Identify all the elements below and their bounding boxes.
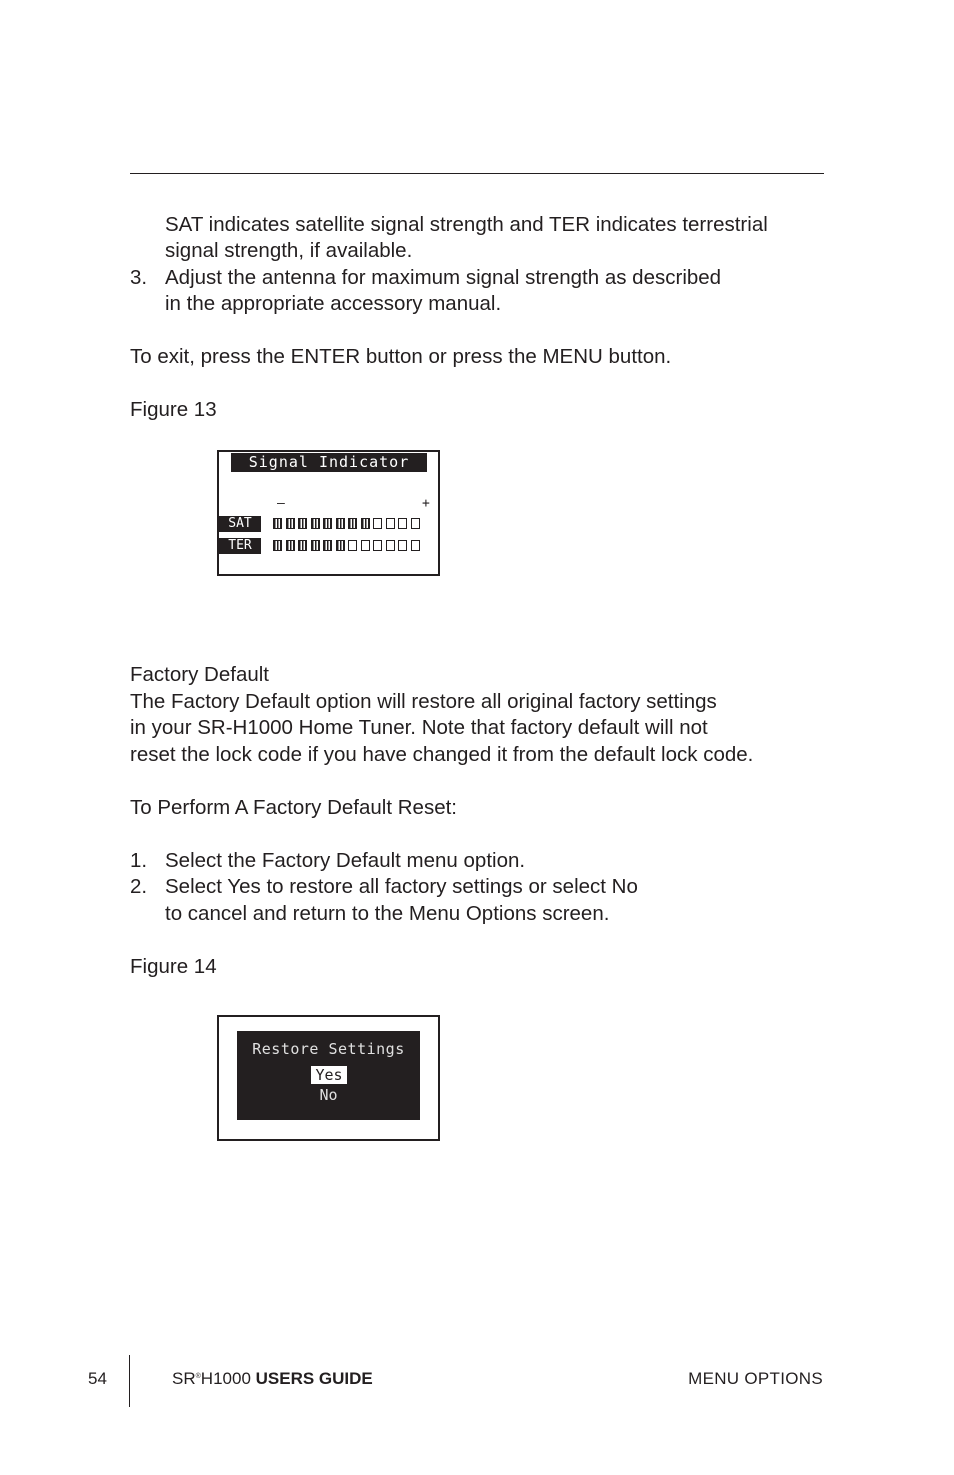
plus-icon: +	[422, 496, 430, 511]
sat-row	[219, 515, 420, 532]
step-2-number: 2.	[130, 875, 148, 898]
signal-bar-segment	[348, 540, 357, 551]
restore-settings-panel	[237, 1031, 420, 1120]
factory-default-body-2: in your SR-H1000 Home Tuner. Note that factory default will not	[130, 716, 708, 739]
product-model: H1000	[200, 1369, 251, 1388]
signal-bar-segment	[361, 518, 370, 529]
factory-default-body-3: reset the lock code if you have changed it from the default lock code.	[130, 743, 754, 766]
step-3-number: 3.	[130, 266, 148, 289]
exit-text: To exit, press the ENTER button or press the MENU button.	[130, 345, 672, 368]
signal-bar-segment	[336, 540, 345, 551]
sat-label: SAT	[219, 516, 261, 532]
signal-bar-segment	[298, 518, 307, 529]
figure-13-caption: Figure 13	[130, 398, 217, 421]
signal-bar-segment	[273, 518, 282, 529]
signal-indicator-title: Signal Indicator	[231, 453, 427, 472]
signal-bar-segment	[398, 540, 407, 551]
ter-signal-bars	[273, 540, 420, 551]
signal-bar-segment	[386, 540, 395, 551]
sat-signal-bars	[273, 518, 420, 529]
signal-bar-segment	[398, 518, 407, 529]
signal-bar-segment	[411, 540, 420, 551]
product-prefix: SR	[172, 1369, 196, 1388]
signal-bar-segment	[311, 518, 320, 529]
minus-icon: —	[277, 496, 285, 511]
step-3-line-1: Adjust the antenna for maximum signal strength as described	[165, 266, 722, 289]
restore-settings-title: Restore Settings	[252, 1040, 405, 1058]
signal-bar-segment	[361, 540, 370, 551]
perform-reset-heading: To Perform A Factory Default Reset:	[130, 796, 457, 819]
page-number: 54	[88, 1369, 107, 1388]
ter-label: TER	[219, 538, 261, 554]
signal-bar-segment	[411, 518, 420, 529]
step-2-line-1: Select Yes to restore all factory settings or select No	[165, 875, 638, 898]
factory-default-body-1: The Factory Default option will restore all original factory settings	[130, 690, 717, 713]
signal-bar-segment	[273, 540, 282, 551]
ter-row	[219, 537, 420, 554]
factory-default-heading: Factory Default	[130, 663, 269, 686]
step-1-number: 1.	[130, 849, 148, 872]
signal-bar-segment	[286, 540, 295, 551]
signal-bar-segment	[373, 518, 382, 529]
step-1-line-1: Select the Factory Default menu option.	[165, 849, 526, 872]
restore-settings-screen	[217, 1015, 440, 1141]
step-2-line-2: to cancel and return to the Menu Options screen.	[165, 902, 610, 925]
signal-bar-segment	[323, 540, 332, 551]
intro-line-1: SAT indicates satellite signal strength and TER indicates terrestrial	[165, 213, 768, 236]
guide-label: USERS GUIDE	[255, 1369, 373, 1388]
signal-bar-segment	[373, 540, 382, 551]
footer-guide-title	[172, 1369, 373, 1389]
signal-bar-segment	[348, 518, 357, 529]
signal-bar-segment	[323, 518, 332, 529]
intro-line-2: signal strength, if available.	[165, 239, 413, 262]
step-3-line-2: in the appropriate accessory manual.	[165, 292, 502, 315]
signal-bar-segment	[311, 540, 320, 551]
figure-14-caption: Figure 14	[130, 955, 217, 978]
footer-divider	[129, 1355, 130, 1407]
signal-bar-segment	[336, 518, 345, 529]
header-rule	[130, 173, 824, 174]
signal-indicator-screen	[217, 450, 440, 576]
footer-section-name: MENU OPTIONS	[688, 1369, 823, 1388]
registered-mark: ®	[195, 1373, 201, 1380]
signal-bar-segment	[386, 518, 395, 529]
signal-bar-segment	[286, 518, 295, 529]
yes-option: Yes	[311, 1066, 347, 1084]
signal-bar-segment	[298, 540, 307, 551]
no-option: No	[319, 1086, 338, 1104]
